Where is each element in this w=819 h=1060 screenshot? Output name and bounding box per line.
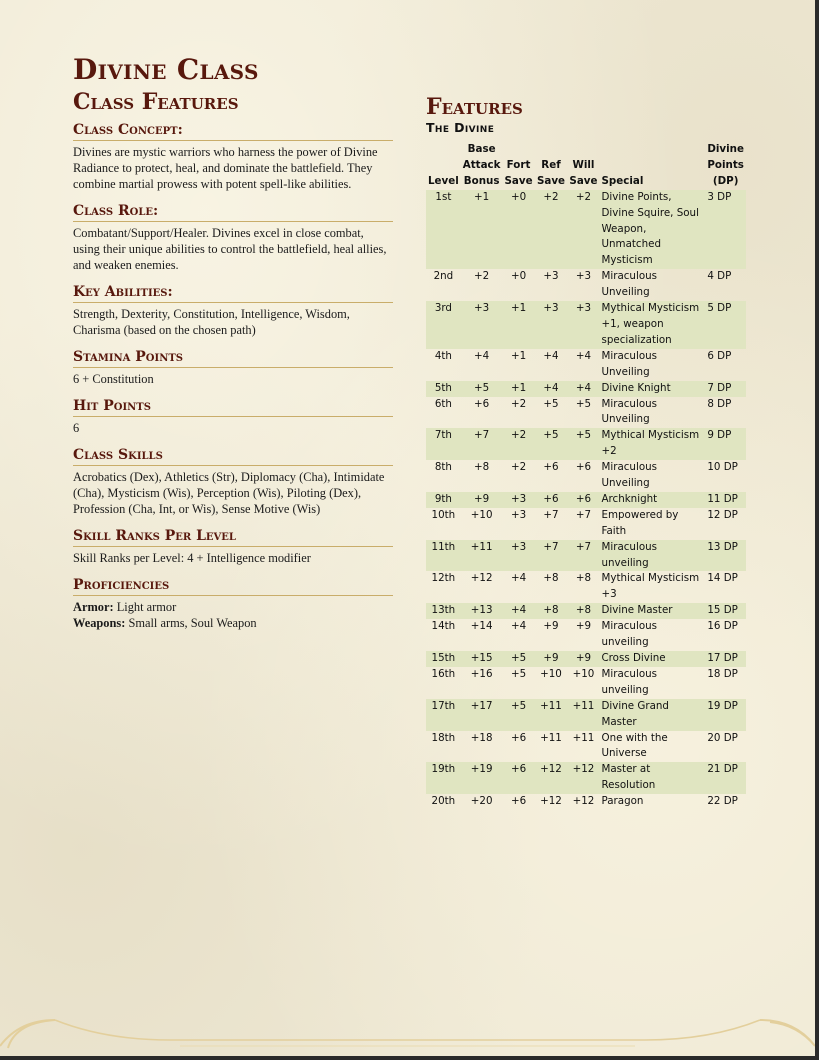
cell-special: Mythical Mysticism +2 — [599, 428, 705, 460]
cell-bab: +20 — [470, 795, 493, 808]
table-row — [426, 794, 746, 810]
page-edge-right — [815, 0, 819, 1060]
cell-dp: 3 DP — [705, 190, 746, 270]
cell-will: +3 — [575, 270, 592, 283]
cell-fort: +5 — [503, 699, 535, 731]
cell-ref: +6 — [543, 461, 559, 474]
header-fort-save: Fort Save — [504, 158, 533, 187]
cell-will: +9 — [567, 651, 599, 667]
table-header-row — [426, 142, 746, 190]
cell-level: 12th — [431, 572, 456, 585]
header-divine-points: Divine Points (DP) — [707, 143, 744, 187]
cell-will: +5 — [567, 428, 599, 460]
table-row — [426, 190, 746, 270]
cell-will: +6 — [567, 492, 599, 508]
cell-bab: +17 — [461, 699, 503, 731]
cell-fort: +6 — [503, 762, 535, 794]
table-row — [426, 397, 746, 429]
table-row — [426, 492, 746, 508]
class-role-text: Combatant/Support/Healer. Divines excel in close combat, using their unique abilities to control the battlefield, heal allies, and weaken enemies. — [73, 226, 387, 272]
table-row — [426, 428, 746, 460]
cell-dp: 11 DP — [705, 492, 746, 508]
cell-ref: +9 — [535, 651, 568, 667]
cell-fort: +3 — [510, 508, 527, 521]
cell-will: +8 — [575, 572, 592, 585]
cell-level: 20th — [431, 795, 456, 808]
cell-level: 10th — [431, 508, 456, 521]
cell-ref: +5 — [543, 397, 559, 410]
cell-bab: +7 — [461, 428, 503, 460]
right-column — [426, 94, 746, 810]
table-row — [426, 731, 746, 763]
table-row — [426, 508, 746, 540]
cell-level: 4th — [434, 349, 452, 362]
cell-special: Divine Master — [599, 603, 705, 619]
header-level: Level — [428, 174, 459, 187]
cell-fort: +0 — [503, 190, 535, 270]
cell-dp: 21 DP — [705, 762, 746, 794]
cell-dp: 7 DP — [705, 381, 746, 397]
cell-will: +12 — [567, 762, 599, 794]
cell-ref: +7 — [543, 508, 559, 521]
skill-ranks-text: Skill Ranks per Level: 4 + Intelligence modifier — [73, 551, 311, 565]
header-ref-save: Ref Save — [536, 158, 566, 187]
divine-progression-table — [426, 142, 746, 810]
cell-dp: 18 DP — [707, 667, 738, 680]
table-body — [426, 190, 746, 810]
cell-level: 6th — [434, 397, 452, 410]
cell-special: Miraculous Unveiling — [601, 397, 658, 426]
cell-will: +2 — [567, 190, 599, 270]
cell-special: Paragon — [601, 795, 644, 808]
table-title: The Divine — [426, 120, 495, 135]
cell-will: +9 — [575, 620, 592, 633]
cell-bab: +4 — [474, 349, 490, 362]
class-role-heading: Class Role: — [73, 202, 393, 222]
cell-fort: +4 — [510, 620, 527, 633]
cell-bab: +8 — [474, 461, 490, 474]
cell-fort: +5 — [503, 651, 535, 667]
armor-proficiency — [73, 599, 393, 615]
cell-special: Mythical Mysticism +3 — [601, 572, 700, 601]
cell-dp: 10 DP — [707, 461, 738, 474]
table-row — [426, 460, 746, 492]
cell-level: 5th — [426, 381, 461, 397]
table-row — [426, 651, 746, 667]
cell-will: +7 — [575, 508, 592, 521]
cell-ref: +3 — [543, 270, 559, 283]
cell-fort: +1 — [503, 301, 535, 349]
class-concept-heading: Class Concept: — [73, 121, 393, 141]
cell-level: 18th — [431, 731, 456, 744]
cell-will: +5 — [575, 397, 592, 410]
cell-special: Miraculous Unveiling — [601, 461, 658, 490]
cell-bab: +18 — [470, 731, 493, 744]
features-title: Features — [426, 94, 523, 120]
cell-fort: +3 — [503, 492, 535, 508]
cell-ref: +4 — [543, 349, 559, 362]
cell-bab: +16 — [470, 667, 493, 680]
cell-special: Master at Resolution — [599, 762, 705, 794]
cell-level: 15th — [426, 651, 461, 667]
cell-special: Miraculous unveiling — [599, 540, 705, 572]
cell-level: 8th — [434, 461, 452, 474]
cell-fort: +1 — [503, 381, 535, 397]
cell-fort: +2 — [510, 461, 527, 474]
cell-bab: +19 — [461, 762, 503, 794]
cell-level: 1st — [426, 190, 461, 270]
table-row — [426, 619, 746, 651]
table-row — [426, 301, 746, 349]
cell-dp: 5 DP — [705, 301, 746, 349]
cell-level: 17th — [426, 699, 461, 731]
table-row — [426, 269, 746, 301]
cell-ref: +6 — [535, 492, 568, 508]
cell-will: +8 — [567, 603, 599, 619]
cell-dp: 9 DP — [705, 428, 746, 460]
class-skills-text: Acrobatics (Dex), Athletics (Str), Diplomacy (Cha), Intimidate (Cha), Mysticism (Wis), Perception (Wis), Piloting (Dex), Profession (Cha, Int, or Wis), Sense Motive (Wis) — [73, 470, 385, 516]
cell-bab: +2 — [474, 270, 490, 283]
class-skills-heading: Class Skills — [73, 446, 393, 466]
cell-dp: 22 DP — [707, 795, 738, 808]
cell-fort: +6 — [510, 795, 527, 808]
cell-dp: 14 DP — [707, 572, 738, 585]
cell-special: Miraculous unveiling — [601, 667, 658, 696]
header-will-save: Will Save — [569, 158, 598, 187]
cell-dp: 8 DP — [707, 397, 732, 410]
stamina-points-text: 6 + Constitution — [73, 372, 154, 386]
cell-fort: +1 — [510, 349, 527, 362]
cell-bab: +9 — [461, 492, 503, 508]
cell-will: +10 — [572, 667, 595, 680]
cell-special: Mythical Mysticism +1, weapon specialization — [599, 301, 705, 349]
cell-level: 9th — [426, 492, 461, 508]
header-base-attack-bonus: Base Attack Bonus — [462, 143, 501, 187]
cell-special: One with the Universe — [601, 731, 668, 760]
cell-dp: 16 DP — [707, 620, 738, 633]
table-row — [426, 603, 746, 619]
weapons-label: Weapons: — [73, 616, 126, 630]
table-row — [426, 381, 746, 397]
cell-level: 7th — [426, 428, 461, 460]
table-row — [426, 699, 746, 731]
stamina-points-heading: Stamina Points — [73, 348, 393, 368]
table-row — [426, 349, 746, 381]
cell-bab: +15 — [461, 651, 503, 667]
table-row — [426, 540, 746, 572]
cell-level: 13th — [426, 603, 461, 619]
cell-dp: 19 DP — [705, 699, 746, 731]
cell-level: 14th — [431, 620, 456, 633]
cell-dp: 20 DP — [707, 731, 738, 744]
cell-will: +4 — [575, 349, 592, 362]
class-concept-text: Divines are mystic warriors who harness the power of Divine Radiance to protect, heal, and dominate the battlefield. They combine martial prowess with potent spell-like abilities. — [73, 145, 378, 191]
cell-will: +11 — [567, 699, 599, 731]
table-row — [426, 571, 746, 603]
cell-special: Miraculous Unveiling — [601, 349, 658, 378]
weapons-value: Small arms, Soul Weapon — [128, 616, 257, 630]
cell-ref: +8 — [535, 603, 568, 619]
hit-points-text: 6 — [73, 421, 80, 435]
cell-special: Miraculous Unveiling — [601, 270, 658, 299]
cell-level: 2nd — [433, 270, 454, 283]
cell-bab: +13 — [461, 603, 503, 619]
page-title: Divine Class — [73, 53, 259, 86]
cell-level: 3rd — [426, 301, 461, 349]
cell-will: +6 — [575, 461, 592, 474]
cell-dp: 6 DP — [707, 349, 732, 362]
cell-bab: +10 — [470, 508, 493, 521]
page-edge-bottom — [0, 1056, 819, 1060]
cell-dp: 13 DP — [705, 540, 746, 572]
weapons-proficiency — [73, 615, 393, 631]
skill-ranks-heading: Skill Ranks Per Level — [73, 527, 393, 547]
cell-ref: +11 — [540, 731, 562, 744]
cell-will: +11 — [572, 731, 595, 744]
cell-special: Empowered by Faith — [601, 508, 679, 537]
cell-bab: +12 — [470, 572, 493, 585]
cell-will: +12 — [572, 795, 595, 808]
cell-level: 19th — [426, 762, 461, 794]
hit-points-heading: Hit Points — [73, 397, 393, 417]
cell-bab: +5 — [461, 381, 503, 397]
left-column — [73, 54, 393, 631]
cell-bab: +1 — [461, 190, 503, 270]
cell-will: +3 — [567, 301, 599, 349]
cell-fort: +2 — [510, 397, 527, 410]
cell-fort: +0 — [510, 270, 527, 283]
cell-ref: +8 — [543, 572, 559, 585]
cell-bab: +11 — [461, 540, 503, 572]
table-row — [426, 762, 746, 794]
cell-special: Divine Knight — [599, 381, 705, 397]
cell-dp: 4 DP — [707, 270, 732, 283]
cell-special: Cross Divine — [599, 651, 705, 667]
cell-fort: +3 — [503, 540, 535, 572]
section-title: Class Features — [73, 89, 239, 115]
armor-value: Light armor — [116, 600, 177, 614]
cell-ref: +3 — [535, 301, 568, 349]
cell-special: Miraculous unveiling — [601, 620, 658, 649]
cell-fort: +5 — [510, 667, 527, 680]
cell-level: 16th — [431, 667, 456, 680]
cell-bab: +14 — [470, 620, 493, 633]
cell-ref: +2 — [535, 190, 568, 270]
key-abilities-text: Strength, Dexterity, Constitution, Intelligence, Wisdom, Charisma (based on the chosen path) — [73, 307, 350, 337]
cell-ref: +12 — [535, 762, 568, 794]
header-special: Special — [601, 174, 644, 187]
cell-special: Divine Points, Divine Squire, Soul Weapon, Unmatched Mysticism — [599, 190, 705, 270]
key-abilities-heading: Key Abilities: — [73, 283, 393, 303]
cell-special: Archknight — [599, 492, 705, 508]
cell-ref: +7 — [535, 540, 568, 572]
cell-ref: +12 — [540, 795, 562, 808]
cell-special: Divine Grand Master — [599, 699, 705, 731]
cell-fort: +4 — [510, 572, 527, 585]
cell-dp: 17 DP — [705, 651, 746, 667]
cell-will: +7 — [567, 540, 599, 572]
cell-ref: +5 — [535, 428, 568, 460]
cell-ref: +9 — [543, 620, 559, 633]
footer-ornament — [0, 1000, 815, 1056]
cell-bab: +6 — [474, 397, 490, 410]
armor-label: Armor: — [73, 600, 114, 614]
cell-bab: +3 — [461, 301, 503, 349]
cell-fort: +4 — [503, 603, 535, 619]
table-row — [426, 667, 746, 699]
cell-dp: 12 DP — [707, 508, 738, 521]
cell-dp: 15 DP — [705, 603, 746, 619]
cell-fort: +2 — [503, 428, 535, 460]
cell-ref: +10 — [540, 667, 562, 680]
cell-will: +4 — [567, 381, 599, 397]
proficiencies-heading: Proficiencies — [73, 576, 393, 596]
cell-level: 11th — [426, 540, 461, 572]
cell-ref: +4 — [535, 381, 568, 397]
cell-ref: +11 — [535, 699, 568, 731]
cell-fort: +6 — [510, 731, 527, 744]
